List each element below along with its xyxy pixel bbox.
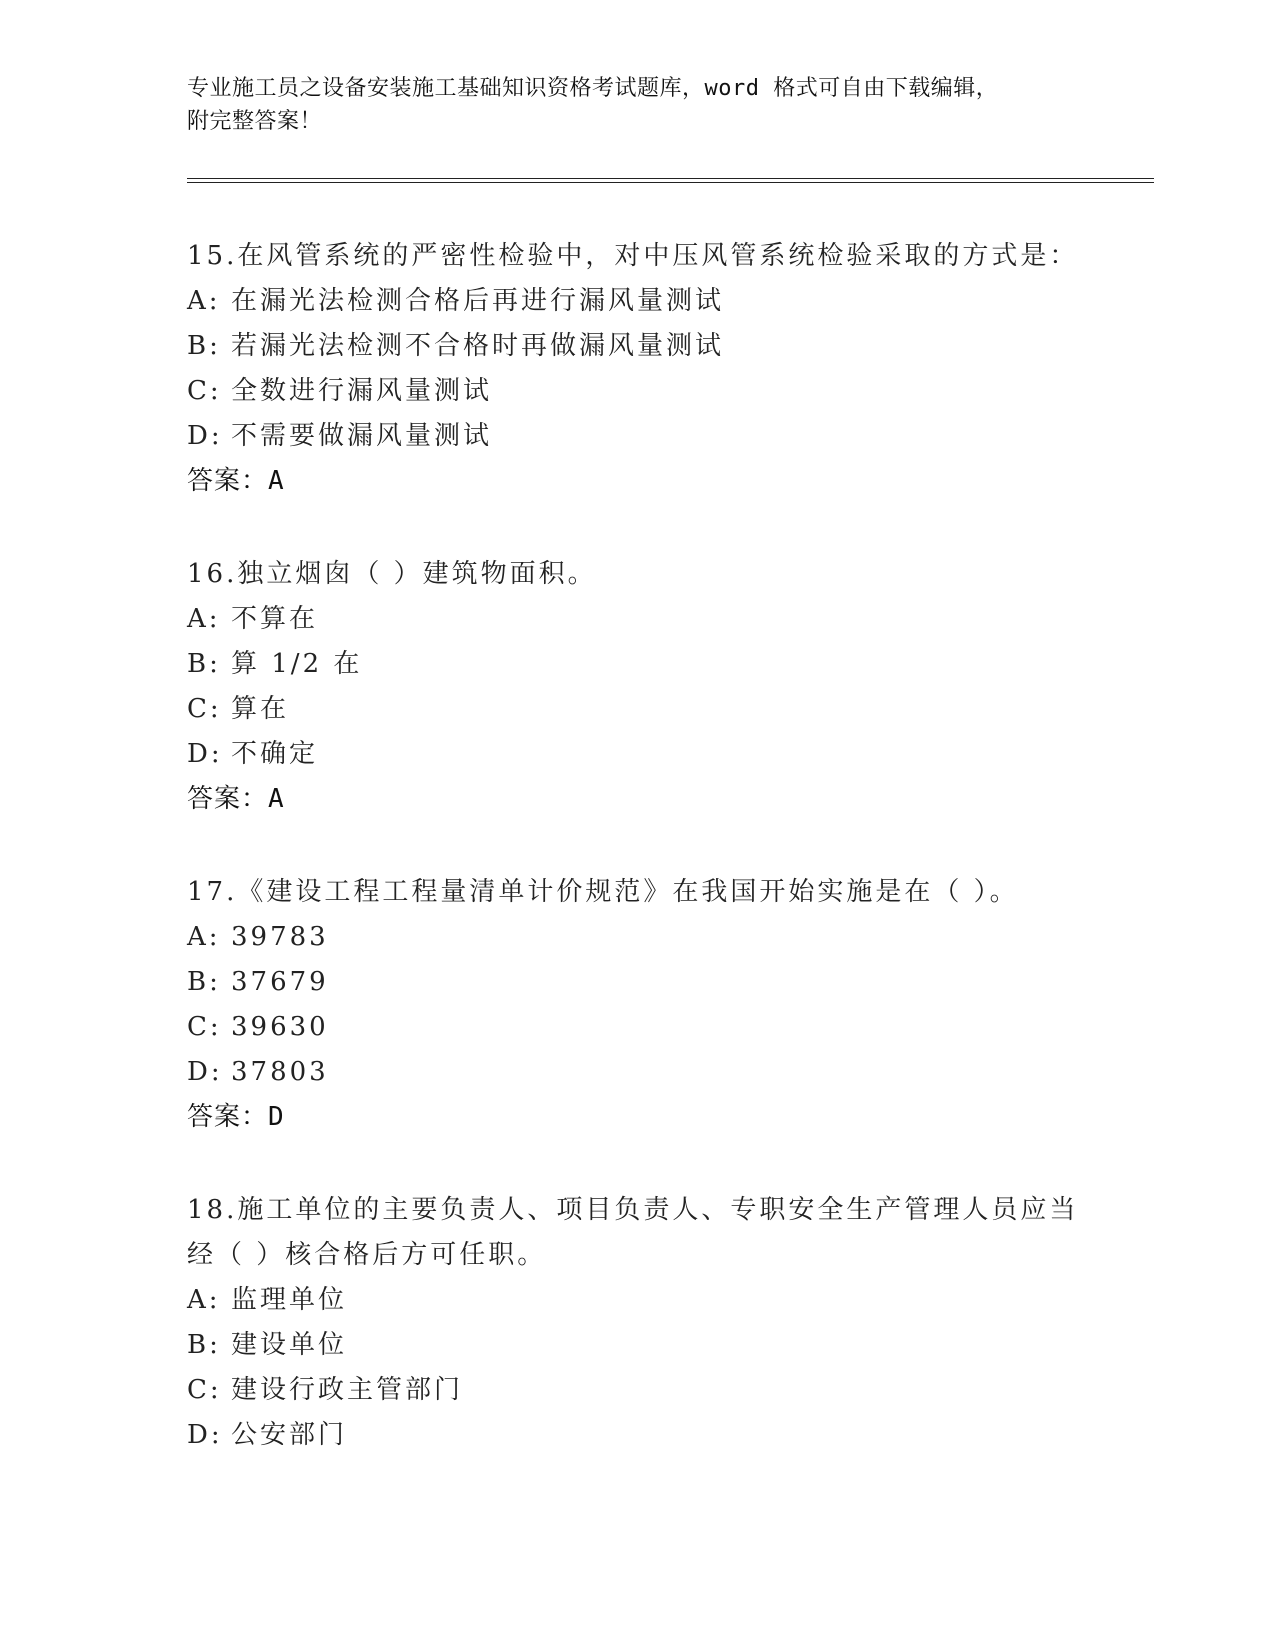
option-d — [187, 1413, 1107, 1458]
option-text: 算 1/2 在 — [231, 649, 363, 679]
header-divider-bottom — [187, 182, 1154, 183]
option-a — [187, 597, 1107, 642]
answer-line: 答案：A — [187, 784, 285, 814]
option-text: 建设单位 — [231, 1330, 348, 1360]
option-letter: A: — [187, 1285, 221, 1315]
option-text: 公安部门 — [231, 1420, 348, 1450]
option-letter: C: — [187, 1012, 222, 1042]
option-text: 算在 — [231, 694, 290, 724]
option-b — [187, 960, 1107, 1005]
option-text: 全数进行漏风量测试 — [231, 376, 493, 406]
option-d — [187, 414, 1107, 459]
option-text: 不算在 — [231, 604, 319, 634]
header-line-2: 附完整答案！ — [187, 109, 323, 134]
option-text: 在漏光法检测合格后再进行漏风量测试 — [231, 286, 725, 316]
option-letter: D: — [187, 739, 223, 769]
option-text: 39783 — [231, 922, 329, 952]
option-text: 37803 — [231, 1057, 329, 1087]
option-letter: B: — [187, 1330, 221, 1360]
option-c — [187, 1368, 1107, 1413]
option-d — [187, 732, 1107, 777]
question-stem: 18.施工单位的主要负责人、项目负责人、专职安全生产管理人员应当 — [187, 1195, 1079, 1225]
question-18 — [187, 1188, 1107, 1458]
question-16 — [187, 552, 1107, 822]
option-b — [187, 324, 1107, 369]
option-text: 不确定 — [231, 739, 319, 769]
document-header — [187, 72, 1087, 138]
option-text: 不需要做漏风量测试 — [231, 421, 493, 451]
option-b — [187, 642, 1107, 687]
option-letter: C: — [187, 376, 222, 406]
option-text: 若漏光法检测不合格时再做漏风量测试 — [231, 331, 725, 361]
option-d — [187, 1050, 1107, 1095]
option-letter: C: — [187, 694, 222, 724]
option-letter: A: — [187, 604, 221, 634]
option-letter: A: — [187, 286, 221, 316]
header-line-1: 专业施工员之设备安装施工基础知识资格考试题库，word 格式可自由下载编辑， — [187, 76, 999, 101]
option-c — [187, 687, 1107, 732]
answer-line: 答案：A — [187, 466, 285, 496]
option-letter: D: — [187, 421, 223, 451]
option-letter: D: — [187, 1057, 223, 1087]
option-a — [187, 1278, 1107, 1323]
option-letter: B: — [187, 967, 221, 997]
option-c — [187, 1005, 1107, 1050]
option-letter: D: — [187, 1420, 223, 1450]
answer-line: 答案：D — [187, 1102, 285, 1132]
option-letter: A: — [187, 922, 221, 952]
option-letter: B: — [187, 331, 221, 361]
option-c — [187, 369, 1107, 414]
question-stem: 16.独立烟囱（ ）建筑物面积。 — [187, 559, 597, 589]
question-stem: 17.《建设工程工程量清单计价规范》在我国开始实施是在（ ）。 — [187, 877, 1019, 907]
option-text: 37679 — [231, 967, 329, 997]
option-letter: C: — [187, 1375, 222, 1405]
option-a — [187, 279, 1107, 324]
question-17 — [187, 870, 1107, 1140]
question-stem: 15.在风管系统的严密性检验中，对中压风管系统检验采取的方式是： — [187, 241, 1079, 271]
option-text: 建设行政主管部门 — [231, 1375, 464, 1405]
option-b — [187, 1323, 1107, 1368]
option-text: 39630 — [231, 1012, 329, 1042]
question-stem-continued: 经（ ）核合格后方可任职。 — [187, 1240, 547, 1270]
option-letter: B: — [187, 649, 221, 679]
header-divider-top — [187, 178, 1154, 179]
question-15 — [187, 234, 1107, 504]
option-text: 监理单位 — [231, 1285, 348, 1315]
option-a — [187, 915, 1107, 960]
